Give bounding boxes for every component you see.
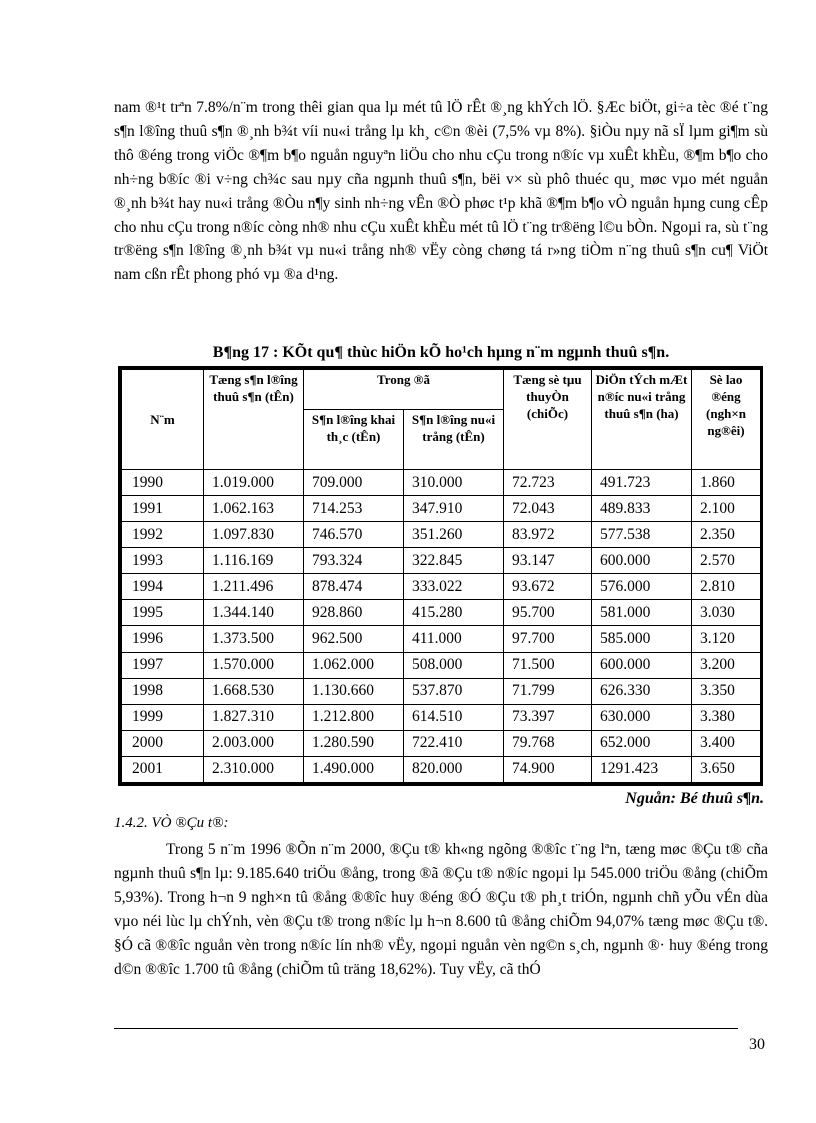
header-labor: Sè lao ®éng (ngh×n ng®êi) bbox=[692, 370, 761, 470]
value-cell: 577.538 bbox=[592, 522, 692, 548]
value-cell: 508.000 bbox=[404, 652, 504, 678]
value-cell: 714.253 bbox=[304, 496, 404, 522]
table-row bbox=[122, 626, 761, 652]
value-cell: 614.510 bbox=[404, 704, 504, 730]
table-caption: B¶ng 17 : KÕt qu¶ thùc hiÖn kÕ ho¹ch hµng n¨m ngµnh thuû s¶n. bbox=[212, 344, 670, 361]
value-cell: 333.022 bbox=[404, 574, 504, 600]
value-cell: 652.000 bbox=[592, 730, 692, 756]
year-cell: 1990 bbox=[122, 470, 204, 496]
table-row bbox=[122, 470, 761, 496]
value-cell: 93.147 bbox=[504, 548, 592, 574]
year-cell: 1993 bbox=[122, 548, 204, 574]
value-cell: 322.845 bbox=[404, 548, 504, 574]
value-cell: 3.650 bbox=[692, 756, 761, 782]
year-cell: 1994 bbox=[122, 574, 204, 600]
value-cell: 411.000 bbox=[404, 626, 504, 652]
value-cell: 928.860 bbox=[304, 600, 404, 626]
value-cell: 74.900 bbox=[504, 756, 592, 782]
value-cell: 1.490.000 bbox=[304, 756, 404, 782]
value-cell: 3.400 bbox=[692, 730, 761, 756]
value-cell: 72.043 bbox=[504, 496, 592, 522]
value-cell: 95.700 bbox=[504, 600, 592, 626]
value-cell: 3.030 bbox=[692, 600, 761, 626]
year-cell: 1998 bbox=[122, 678, 204, 704]
value-cell: 97.700 bbox=[504, 626, 592, 652]
section-heading: 1.4.2. VÒ ®Çu t®: bbox=[114, 815, 229, 831]
year-cell: 1992 bbox=[122, 522, 204, 548]
table-row bbox=[122, 704, 761, 730]
value-cell: 1.570.000 bbox=[204, 652, 304, 678]
value-cell: 1.130.660 bbox=[304, 678, 404, 704]
value-cell: 1.062.163 bbox=[204, 496, 304, 522]
value-cell: 793.324 bbox=[304, 548, 404, 574]
value-cell: 630.000 bbox=[592, 704, 692, 730]
header-of-which: Trong ®ã bbox=[304, 370, 504, 410]
year-cell: 1997 bbox=[122, 652, 204, 678]
value-cell: 489.833 bbox=[592, 496, 692, 522]
value-cell: 1.062.000 bbox=[304, 652, 404, 678]
value-cell: 2.570 bbox=[692, 548, 761, 574]
value-cell: 1.344.140 bbox=[204, 600, 304, 626]
value-cell: 73.397 bbox=[504, 704, 592, 730]
value-cell: 2.100 bbox=[692, 496, 761, 522]
value-cell: 2.810 bbox=[692, 574, 761, 600]
year-cell: 1991 bbox=[122, 496, 204, 522]
value-cell: 491.723 bbox=[592, 470, 692, 496]
table-row bbox=[122, 756, 761, 782]
value-cell: 1.860 bbox=[692, 470, 761, 496]
year-cell: 1999 bbox=[122, 704, 204, 730]
value-cell: 72.723 bbox=[504, 470, 592, 496]
value-cell: 93.672 bbox=[504, 574, 592, 600]
value-cell: 347.910 bbox=[404, 496, 504, 522]
value-cell: 415.280 bbox=[404, 600, 504, 626]
value-cell: 3.380 bbox=[692, 704, 761, 730]
table-row bbox=[122, 496, 761, 522]
value-cell: 1.668.530 bbox=[204, 678, 304, 704]
footer-rule bbox=[114, 1028, 738, 1029]
value-cell: 581.000 bbox=[592, 600, 692, 626]
value-cell: 1.373.500 bbox=[204, 626, 304, 652]
value-cell: 2.310.000 bbox=[204, 756, 304, 782]
value-cell: 1.827.310 bbox=[204, 704, 304, 730]
table-row bbox=[122, 574, 761, 600]
table-row bbox=[122, 678, 761, 704]
value-cell: 709.000 bbox=[304, 470, 404, 496]
value-cell: 722.410 bbox=[404, 730, 504, 756]
table-row bbox=[122, 548, 761, 574]
header-boats: Tæng sè tµu thuyÒn (chiÕc) bbox=[504, 370, 592, 470]
value-cell: 1.097.830 bbox=[204, 522, 304, 548]
value-cell: 3.350 bbox=[692, 678, 761, 704]
value-cell: 600.000 bbox=[592, 548, 692, 574]
year-cell: 2001 bbox=[122, 756, 204, 782]
year-cell: 1996 bbox=[122, 626, 204, 652]
value-cell: 3.120 bbox=[692, 626, 761, 652]
value-cell: 1.212.800 bbox=[304, 704, 404, 730]
value-cell: 2.350 bbox=[692, 522, 761, 548]
value-cell: 1.019.000 bbox=[204, 470, 304, 496]
value-cell: 1.211.496 bbox=[204, 574, 304, 600]
value-cell: 600.000 bbox=[592, 652, 692, 678]
value-cell: 1291.423 bbox=[592, 756, 692, 782]
value-cell: 79.768 bbox=[504, 730, 592, 756]
value-cell: 576.000 bbox=[592, 574, 692, 600]
header-aquaculture: S¶n l®îng nu«i trång (tÊn) bbox=[404, 410, 504, 470]
page-number: 30 bbox=[749, 1036, 765, 1053]
value-cell: 820.000 bbox=[404, 756, 504, 782]
year-cell: 2000 bbox=[122, 730, 204, 756]
value-cell: 537.870 bbox=[404, 678, 504, 704]
table-row bbox=[122, 522, 761, 548]
value-cell: 71.500 bbox=[504, 652, 592, 678]
table-row bbox=[122, 600, 761, 626]
header-total-output: Tæng s¶n l®îng thuû s¶n (tÊn) bbox=[204, 370, 304, 470]
value-cell: 626.330 bbox=[592, 678, 692, 704]
table-body bbox=[122, 470, 761, 783]
header-aquaculture-area: DiÖn tÝch mÆt n®íc nu«i trång thuû s¶n (ha) bbox=[592, 370, 692, 470]
value-cell: 1.280.590 bbox=[304, 730, 404, 756]
results-table bbox=[121, 369, 761, 783]
value-cell: 71.799 bbox=[504, 678, 592, 704]
source-note: Nguån: Bé thuû s¶n. bbox=[625, 790, 764, 807]
year-cell: 1995 bbox=[122, 600, 204, 626]
value-cell: 3.200 bbox=[692, 652, 761, 678]
intro-paragraph: nam ®¹t trªn 7.8%/n¨m trong thêi gian qua lµ mét tû lÖ rÊt ®¸ng khÝch lÖ. §Æc biÖt, gi÷a tèc ®é t¨ng s¶n l®îng thuû s¶n ®¸nh b¾t víi nu«i trång lµ kh¸ c©n ®èi (7,5% vµ 8%). §iÒu nµy nã sÏ lµm gi¶m sù thô ®éng trong viÖc ®¶m b¶o nguån nguyªn liÖu cho nhu cÇu trong n®íc vµ xuÊt khÈu, ®¶m b¶o cho nh÷ng b®íc ®i v÷ng ch¾c sau nµy cña ngµnh thuû s¶n, bëi v× sù phô thuéc qu¸ møc vµo mét nguån ®¸nh b¾t hay nu«i trång ®Òu n¶y sinh nh÷ng vÊn ®Ò phøc t¹p khã ®¶m b¶o vÒ nguån hµng cung cÊp cho nhu cÇu trong n®íc còng nh® nhu cÇu xuÊt khÈu mét tû lÖ t¨ng tr®ëng l©u bÒn. Ngoµi ra, sù t¨ng tr®ëng s¶n l®îng ®¸nh b¾t vµ nu«i trång nh® vËy còng chøng tá r»ng tiÒm n¨ng thuû s¶n cu¶ ViÖt nam cßn rÊt phong phó vµ ®a d¹ng. bbox=[114, 99, 768, 284]
value-cell: 351.260 bbox=[404, 522, 504, 548]
header-year: N¨m bbox=[122, 370, 204, 470]
table-row bbox=[122, 730, 761, 756]
value-cell: 1.116.169 bbox=[204, 548, 304, 574]
header-exploitation: S¶n l®îng khai th¸c (tÊn) bbox=[304, 410, 404, 470]
table-row bbox=[122, 652, 761, 678]
value-cell: 310.000 bbox=[404, 470, 504, 496]
value-cell: 2.003.000 bbox=[204, 730, 304, 756]
value-cell: 962.500 bbox=[304, 626, 404, 652]
value-cell: 878.474 bbox=[304, 574, 404, 600]
value-cell: 746.570 bbox=[304, 522, 404, 548]
value-cell: 585.000 bbox=[592, 626, 692, 652]
value-cell: 83.972 bbox=[504, 522, 592, 548]
investment-paragraph: Trong 5 n¨m 1996 ®Õn n¨m 2000, ®Çu t® kh«ng ngõng ®®îc t¨ng lªn, tæng møc ®Çu t® cña ngµnh thuû s¶n lµ: 9.185.640 triÖu ®ång, trong ®ã ®Çu t® n®íc ngoµi lµ 545.000 triÖu ®ång (chiÕm 5,93%). Trong h¬n 9 ngh×n tû ®ång ®®îc huy ®éng ®Ó ®Çu t® ph¸t triÓn, ngµnh chñ yÕu vÉn dùa vµo néi lùc lµ chÝnh, vèn ®Çu t® trong n®íc lµ h¬n 8.600 tû ®ång chiÕm 94,07% tæng møc ®Çu t®. §Ó cã ®®îc nguån vèn trong n®íc lín nh® vËy, ngoµi nguån vèn ng©n s¸ch, ngµnh ®· huy ®éng trong d©n ®®îc 1.700 tû ®ång (chiÕm tû träng 18,62%). Tuy vËy, cã thÓ bbox=[114, 841, 768, 978]
results-table-frame bbox=[118, 366, 763, 786]
